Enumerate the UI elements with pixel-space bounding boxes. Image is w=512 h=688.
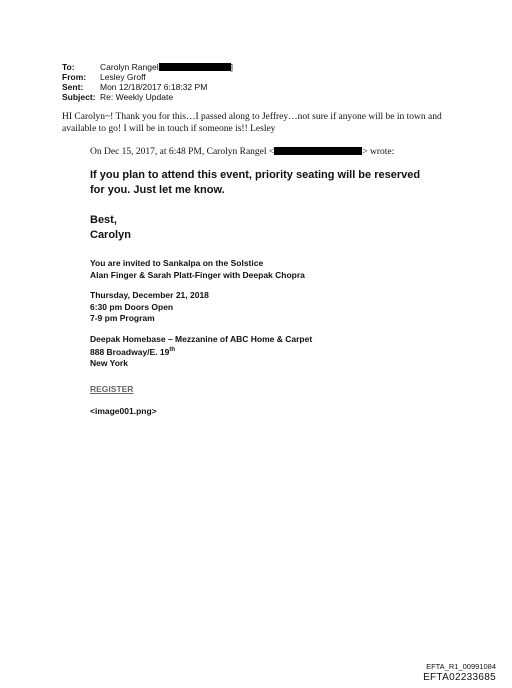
to-value: Carolyn Rangel ] [100, 62, 233, 72]
sent-row [62, 82, 233, 92]
to-row [62, 62, 233, 72]
register-link[interactable]: REGISTER [90, 383, 134, 394]
subject-label: Subject: [62, 92, 96, 102]
quoted-message [90, 168, 430, 417]
subject-value: Re: Weekly Update [100, 92, 174, 102]
image-placeholder: <image001.png> [90, 405, 157, 416]
reply-text: HI Carolyn~! Thank you for this…I passed along to Jeffrey…not sure if anyone will be in town and available to go! I will be in touch if someone is!! Lesley [62, 112, 442, 134]
quote-header: On Dec 15, 2017, at 6:48 PM, Carolyn Rangel < > wrote: [90, 147, 395, 157]
footer-code-2: EFTA02233685 [423, 672, 496, 683]
footer-code-1: EFTA_R1_00991084 [426, 662, 496, 671]
redaction-bar [159, 63, 231, 71]
from-label: From: [62, 72, 87, 82]
event-date: Thursday, December 21, 2018 [90, 290, 209, 300]
event-program: 7-9 pm Program [90, 313, 155, 323]
priority-seating-text: If you plan to attend this event, priority seating will be reserved for you. Just let me know. [90, 169, 421, 196]
event-doors: 6:30 pm Doors Open [90, 301, 174, 312]
invite-title: You are invited to Sankalpa on the Solstice [90, 258, 264, 268]
sent-value: Mon 12/18/2017 6:18:32 PM [100, 82, 208, 92]
document-footer [423, 662, 496, 684]
event-city: New York [90, 358, 128, 369]
from-value: Lesley Groff [100, 72, 146, 82]
signature-name: Carolyn [90, 229, 131, 241]
from-row [62, 72, 233, 82]
closing-best: Best, [90, 214, 117, 226]
to-label: To: [62, 62, 75, 72]
redaction-bar [274, 147, 362, 155]
sent-label: Sent: [62, 82, 84, 92]
email-header [62, 62, 233, 102]
event-venue: Deepak Homebase – Mezzanine of ABC Home & Carpet [90, 333, 313, 344]
subject-row [62, 92, 233, 102]
invite-hosts: Alan Finger & Sarah Platt-Finger with Deepak Chopra [90, 269, 305, 280]
event-address: 888 Broadway/E. 19th [90, 346, 176, 357]
